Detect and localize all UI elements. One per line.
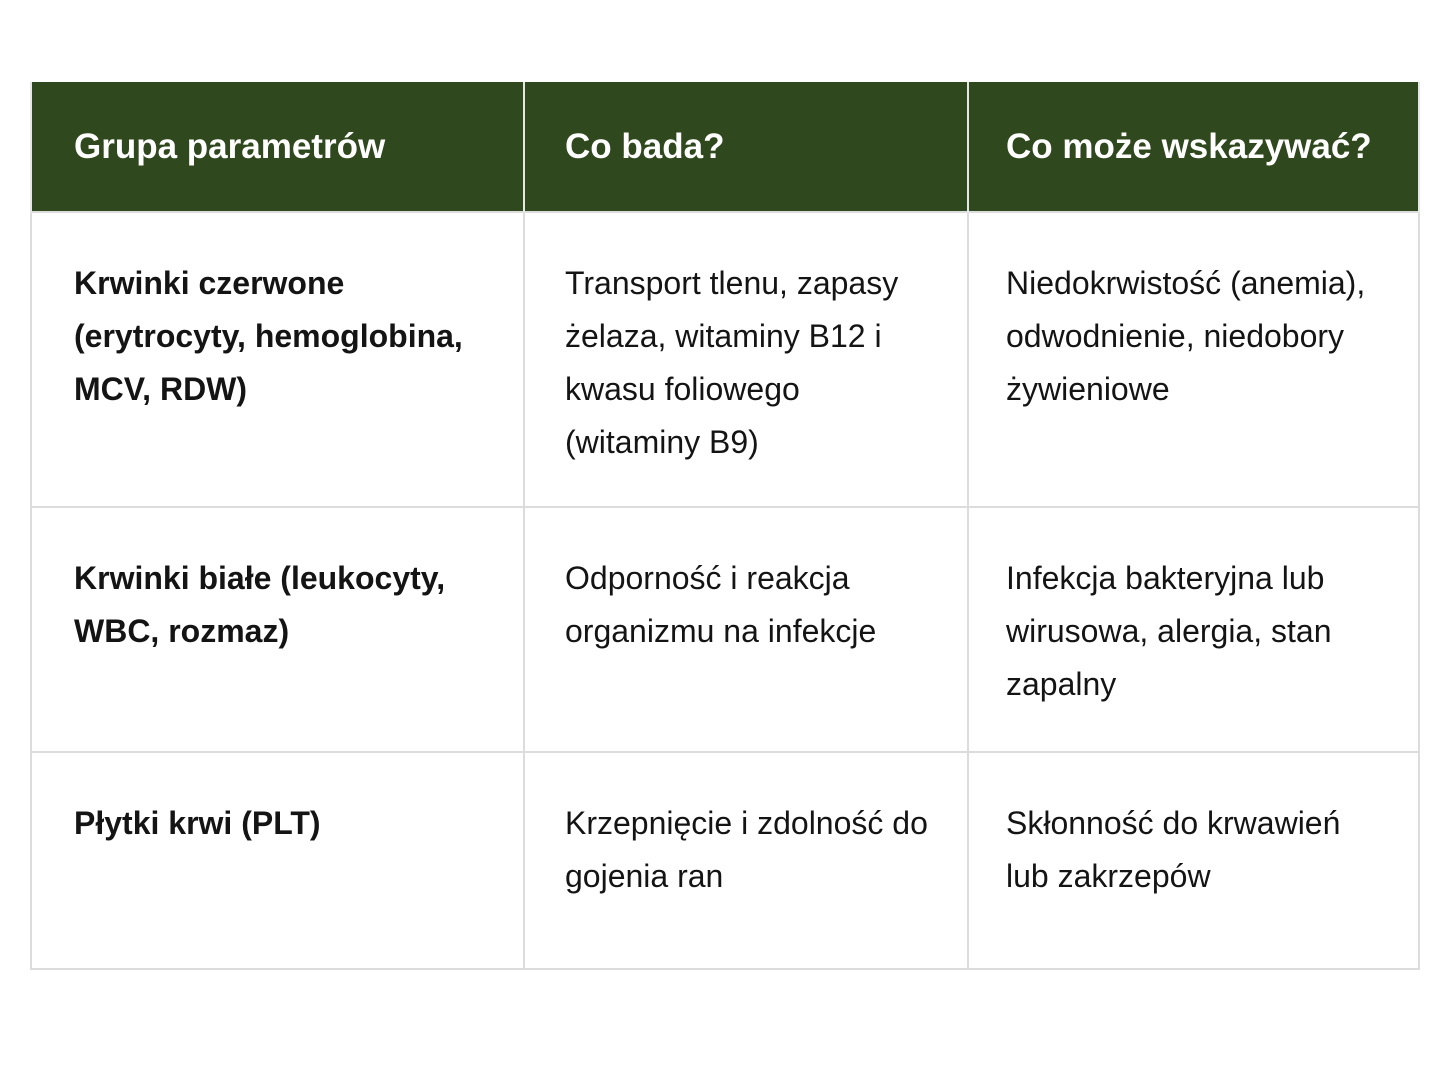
header-what-it-tests: Co bada? (524, 82, 968, 212)
what-it-tests-cell: Odporność i reakcja organizmu na infekcje (524, 507, 968, 752)
table-row (31, 212, 1419, 507)
header-row (31, 82, 1419, 212)
what-it-tests-cell: Krzepnięcie i zdolność do gojenia ran (524, 752, 968, 969)
parameter-group-cell: Krwinki czerwone (erytrocyty, hemoglobina, MCV, RDW) (31, 212, 524, 507)
table-body (31, 212, 1419, 969)
table-row (31, 752, 1419, 969)
parameter-group-cell: Płytki krwi (PLT) (31, 752, 524, 969)
table-row (31, 507, 1419, 752)
what-it-indicates-cell: Niedokrwistość (anemia), odwodnienie, niedobory żywieniowe (968, 212, 1419, 507)
table-header (31, 82, 1419, 212)
what-it-indicates-cell: Infekcja bakteryjna lub wirusowa, alergia, stan zapalny (968, 507, 1419, 752)
what-it-indicates-cell: Skłonność do krwawień lub zakrzepów (968, 752, 1419, 969)
parameter-group-cell: Krwinki białe (leukocyty, WBC, rozmaz) (31, 507, 524, 752)
header-what-it-indicates: Co może wskazywać? (968, 82, 1419, 212)
what-it-tests-cell: Transport tlenu, zapasy żelaza, witaminy B12 i kwasu foliowego (witaminy B9) (524, 212, 968, 507)
header-parameter-group: Grupa parametrów (31, 82, 524, 212)
blood-parameters-table (30, 82, 1420, 970)
